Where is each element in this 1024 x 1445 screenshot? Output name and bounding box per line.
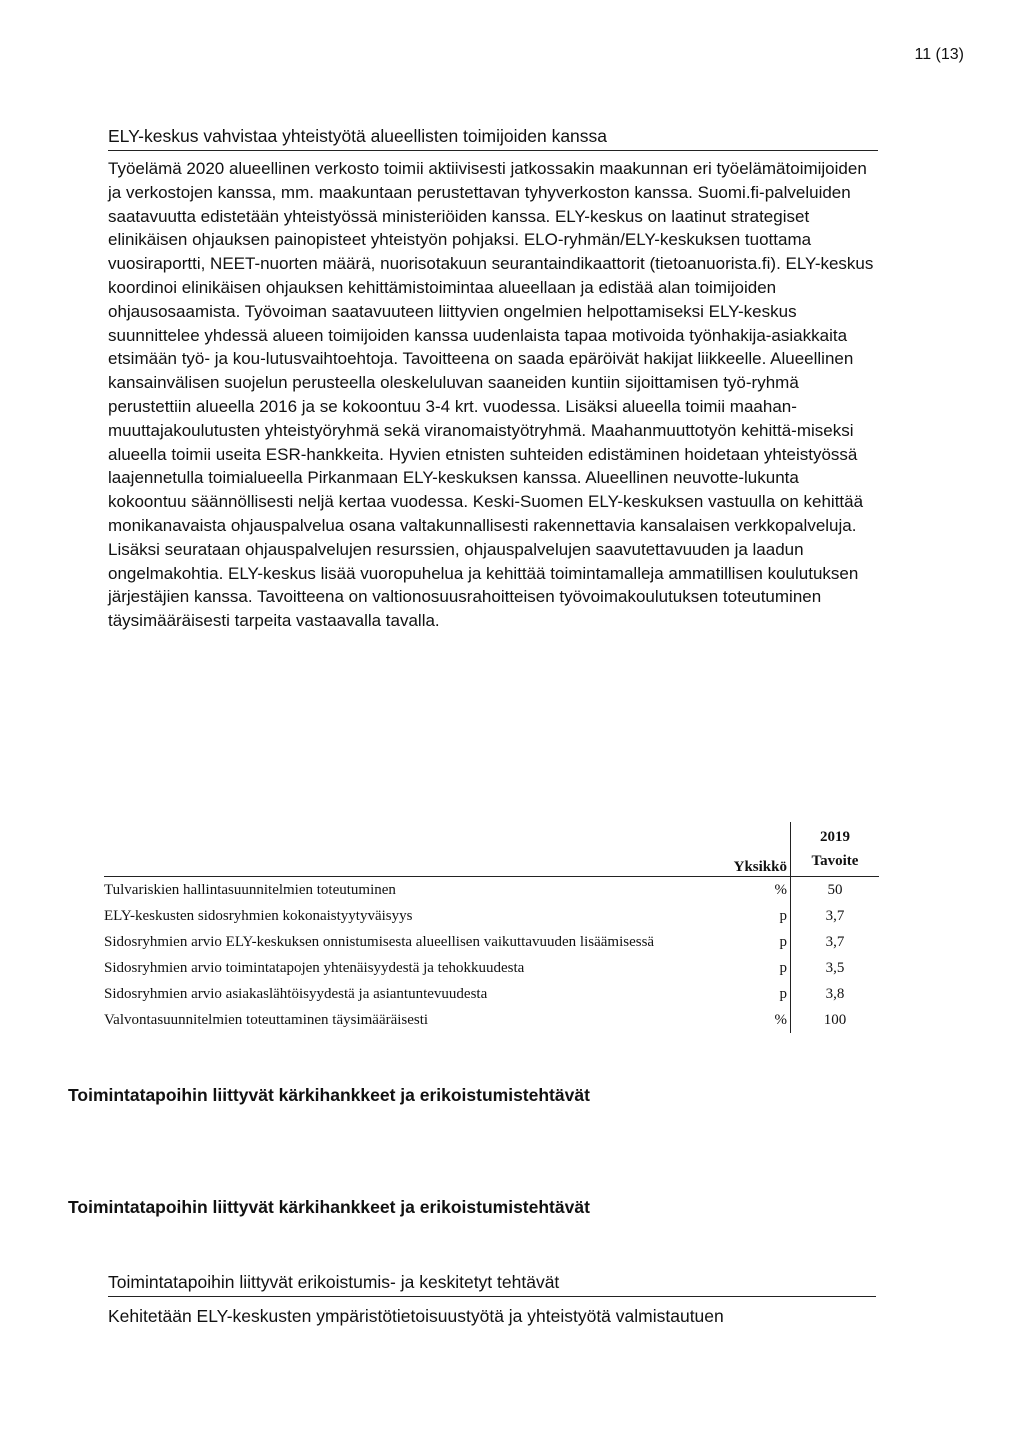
row-unit: p	[779, 985, 787, 1002]
row-name: Tulvariskien hallintasuunnitelmien toteutuminen	[104, 882, 396, 898]
row-target: 3,8	[791, 981, 880, 1007]
row-name: Sidosryhmien arvio toimintatapojen yhtenäisyydestä ja tehokkuudesta	[104, 960, 525, 976]
section-paragraph: Työelämä 2020 alueellinen verkosto toimii aktiivisesti jatkossakin maakunnan eri työelämätoimijoiden ja verkostojen kanssa, mm. maakuntaan perustettavan tyhyverkoston kanssa. Suomi.fi-palveluiden saatavuutta edistetään yhteistyössä ministeriöiden kanssa. ELY-keskus on laatinut strategiset elinikäisen ohjauksen painopisteet yhteistyön pohjaksi. ELO-ryhmän/ELY-keskuksen tuottama vuosiraportti, NEET-nuorten määrä, nuorisotakuun seurantaindikaattorit (tietoanuorista.fi). ELY-keskus koordinoi elinikäisen ohjauksen kehittämistoimintaa alueellaan ja edistää alan toimijoiden ohjausosaamista. Työvoiman saatavuuteen liittyvien ongelmien helpottamiseksi ELY-keskus suunnittelee yhdessä alueen toimijoiden kanssa uudenlaista tapaa motivoida työnhakija-asiakkaita etsimään työ- ja kou-lutusvaihtoehtoja. Tavoitteena on saada epäröivät hakijat liikkeelle. Alueellinen kansainvälisen suojelun perusteella oleskeluluvan saaneiden kuntiin sijoittamisen työ-ryhmä perustettiin alueella 2016 ja se kokoontuu 3-4 krt. vuodessa. Lisäksi alueella toimii maahan-muuttajakoulutusten yhteistyöryhmä sekä viranomaistyötryhmä. Maahanmuuttotyön kehittä-miseksi alueella toimii useita ESR-hankkeita. Hyvien etnisten suhteiden edistäminen hoidetaan yhteistyössä laajennetulla toimialueella Pirkanmaan ELY-keskuksen kanssa. Alueellinen neuvotte-lukunta kokoontuu säännöllisesti neljä kertaa vuodessa. Keski-Suomen ELY-keskuksen vastuulla on kehittää monikanavaista ohjauspalvelua osana valtakunnallisesti rakennettavia kansalaisen verkkopalveluja. Lisäksi seurataan ohjauspalvelujen resurssien, ohjauspalvelujen saavutettavuuden ja laadun ongelmakohtia. ELY-keskus lisää vuoropuhelua ja kehittää toimintamalleja ammatillisen koulutuksen järjestäjien kanssa. Tavoitteena on valtionosuusrahoitteisen työvoimakoulutuksen toteutuminen täysimääräisesti tarpeita vastaavalla tavalla.	[108, 159, 874, 631]
row-unit: %	[774, 1011, 787, 1028]
body-last-line: Kehitetään ELY-keskusten ympäristötietoisuustyötä ja yhteistyötä valmistautuen	[108, 1306, 724, 1326]
row-target: 3,7	[791, 929, 880, 955]
header-target-label: Tavoite	[811, 853, 859, 869]
header-unit: Yksikkö	[729, 822, 791, 877]
indicator-table	[104, 822, 879, 1033]
row-name: ELY-keskusten sidosryhmien kokonaistyytyväisyys	[104, 908, 413, 924]
table-row	[104, 981, 879, 1007]
table-header-row	[104, 822, 879, 877]
row-target: 50	[791, 877, 880, 904]
heading-key-projects-repeat: Toimintatapoihin liittyvät kärkihankkeet ja erikoistumistehtävät	[68, 1197, 590, 1217]
row-target: 100	[791, 1007, 880, 1033]
row-unit: p	[779, 959, 787, 976]
subheading-specialized-tasks: Toimintatapoihin liittyvät erikoistumis- ja keskitetyt tehtävät	[108, 1272, 876, 1297]
header-target	[791, 822, 880, 877]
page-number: 11 (13)	[914, 46, 964, 63]
header-spacer	[104, 822, 729, 877]
row-name: Sidosryhmien arvio asiakaslähtöisyydestä ja asiantuntevuudesta	[104, 986, 488, 1002]
row-target: 3,7	[791, 903, 880, 929]
row-unit: %	[774, 881, 787, 898]
table-row	[104, 1007, 879, 1033]
row-name: Valvontasuunnitelmien toteuttaminen täysimääräisesti	[104, 1012, 429, 1028]
section-heading: ELY-keskus vahvistaa yhteistyötä alueellisten toimijoiden kanssa	[108, 126, 878, 151]
row-unit: p	[779, 933, 787, 950]
table-row	[104, 903, 879, 929]
table-row	[104, 929, 879, 955]
row-name: Sidosryhmien arvio ELY-keskuksen onnistumisesta alueellisen vaikuttavuuden lisäämisessä	[104, 934, 655, 950]
section-cooperation	[108, 126, 878, 633]
table-row	[104, 955, 879, 981]
row-target: 3,5	[791, 955, 880, 981]
row-unit: p	[779, 907, 787, 924]
heading-key-projects: Toimintatapoihin liittyvät kärkihankkeet ja erikoistumistehtävät	[68, 1085, 590, 1105]
header-year: 2019	[820, 829, 850, 845]
table-row	[104, 877, 879, 904]
